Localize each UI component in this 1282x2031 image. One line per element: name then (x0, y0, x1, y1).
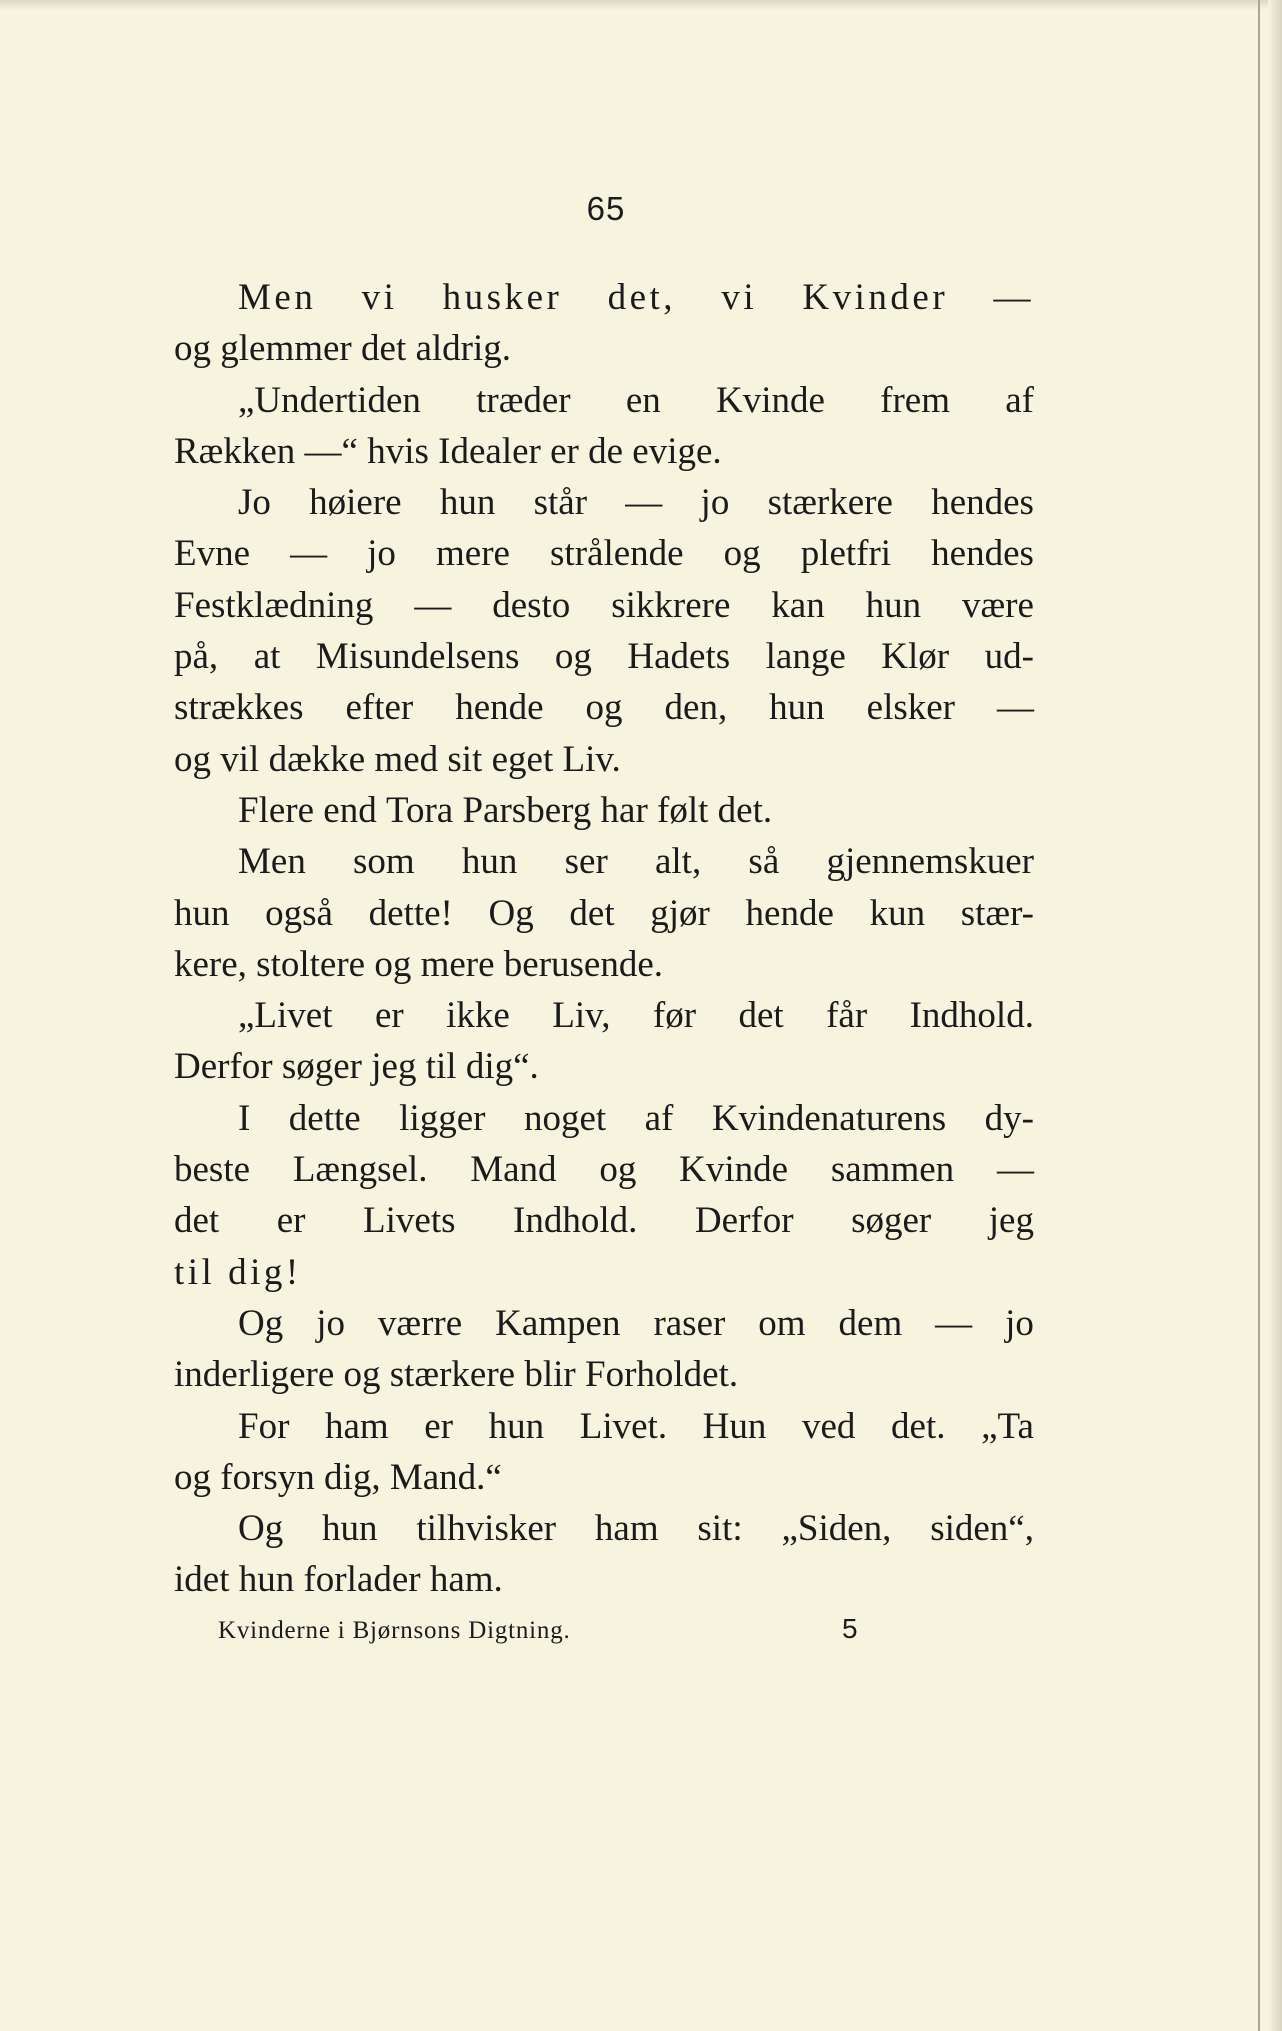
word: værre (377, 1302, 463, 1344)
word: af (1005, 379, 1034, 421)
word: Jo (238, 482, 271, 524)
word: hende (745, 892, 834, 934)
word: Klør (881, 636, 950, 678)
text-line (174, 836, 1034, 887)
word: Rækken (174, 430, 305, 472)
word: Kvinde (716, 379, 825, 421)
word: vi (721, 277, 758, 318)
word: og (174, 738, 221, 780)
footer-book-title: Kvinderne i Bjørnsons Digtning. (218, 1617, 571, 1644)
word: at (253, 636, 281, 678)
word: — (996, 687, 1034, 729)
text-line (174, 426, 1034, 477)
word: og (174, 328, 221, 370)
word: og (585, 687, 623, 729)
word: og (723, 533, 761, 575)
word: søger (281, 1046, 372, 1088)
word: ikke (446, 995, 510, 1037)
word: hun (461, 841, 518, 883)
text-line (174, 1503, 1034, 1554)
word: ham. (429, 1559, 503, 1601)
word: vi (361, 277, 398, 318)
word: de (588, 430, 633, 472)
word: I (238, 1097, 251, 1139)
word: Og (238, 1508, 284, 1550)
word: og (343, 1354, 390, 1396)
word: jo (1005, 1302, 1034, 1344)
word: siden“, (930, 1508, 1034, 1550)
word: Tora (385, 789, 463, 831)
word: forlader (303, 1559, 430, 1601)
word: er (276, 1200, 306, 1242)
text-line (174, 1554, 1034, 1605)
text-line (174, 1041, 1034, 1092)
word: stær- (960, 892, 1034, 934)
word: idet (174, 1559, 239, 1601)
text-line (174, 785, 1034, 836)
word: er (374, 995, 404, 1037)
word: vil (220, 738, 269, 780)
word: berusende. (503, 943, 664, 985)
word: „Ta (981, 1405, 1034, 1447)
word: træder (476, 379, 571, 421)
word: Parsberg (462, 789, 601, 831)
word: Forholdet. (585, 1354, 739, 1396)
word: „Undertiden (238, 379, 421, 421)
word: og (174, 1456, 221, 1498)
word: — (290, 533, 328, 575)
word: dette (288, 1097, 361, 1139)
word: — (414, 584, 452, 626)
word: hun (865, 584, 922, 626)
word: elsker (866, 687, 955, 729)
word: Kampen (495, 1302, 621, 1344)
word: sit (447, 738, 492, 780)
word: jo (700, 482, 730, 524)
word: hun (439, 482, 496, 524)
word: får (826, 995, 868, 1037)
text-line (174, 1247, 1034, 1298)
word: kere, (174, 943, 257, 985)
word: Flere (238, 789, 324, 831)
text-line (174, 1093, 1034, 1144)
word: inderligere (174, 1354, 344, 1396)
word: ligger (399, 1097, 486, 1139)
word: For (238, 1405, 290, 1447)
word: med (374, 738, 448, 780)
word: mere (420, 943, 504, 985)
word: aldrig. (415, 328, 512, 370)
word: stoltere (256, 943, 375, 985)
text-line (174, 631, 1034, 682)
word: Og (238, 1302, 284, 1344)
word: eget (491, 738, 563, 780)
word: på, (174, 636, 219, 678)
word: som (353, 841, 415, 883)
word: er (550, 430, 589, 472)
word: hvis (367, 430, 439, 472)
word: det, (607, 277, 677, 318)
word: en (625, 379, 661, 421)
text-line (174, 1349, 1034, 1400)
word: Mand.“ (389, 1456, 502, 1498)
word: ham (325, 1405, 389, 1447)
page-right-edge (1268, 0, 1282, 2031)
word: Festklædning (174, 584, 374, 626)
word: forsyn (220, 1456, 325, 1498)
word: og (554, 636, 592, 678)
word: evige. (632, 430, 722, 472)
word: til (174, 1251, 229, 1293)
word: Indhold. (909, 995, 1034, 1037)
body-text (174, 272, 1034, 1606)
word: stærkere (767, 482, 893, 524)
word: før (652, 995, 697, 1037)
word: frem (880, 379, 951, 421)
word: hun (238, 1559, 304, 1601)
word: dig! (228, 1251, 302, 1293)
word: er (424, 1405, 454, 1447)
word: — (935, 1302, 973, 1344)
word: det (174, 1200, 220, 1242)
word: „Livet (238, 995, 333, 1037)
word: hun (322, 1508, 378, 1550)
page-top-edge (0, 0, 1282, 10)
text-line (174, 323, 1034, 374)
word: dække (268, 738, 375, 780)
word: hun (488, 1405, 545, 1447)
text-line (174, 477, 1034, 528)
word: hendes (931, 533, 1034, 575)
word: husker (442, 277, 563, 318)
word: Idealer (438, 430, 551, 472)
word: —“ (304, 430, 368, 472)
word: Længsel. (292, 1149, 428, 1191)
word: kan (771, 584, 825, 626)
word: det. (891, 1405, 946, 1447)
word: dy- (984, 1097, 1034, 1139)
word: dem (838, 1302, 903, 1344)
word: ham (594, 1508, 659, 1550)
word: jo (316, 1302, 345, 1344)
word: Mand (470, 1149, 557, 1191)
word: ved (802, 1405, 856, 1447)
word: gjennemskuer (826, 841, 1034, 883)
word: beste (174, 1149, 251, 1191)
word: den, (664, 687, 728, 729)
word: og (374, 943, 421, 985)
word: blir (524, 1354, 585, 1396)
word: Indhold. (513, 1200, 638, 1242)
text-line (174, 888, 1034, 939)
word: Men (238, 277, 317, 318)
word: dig“. (465, 1046, 539, 1088)
word: jeg (988, 1200, 1034, 1242)
word: søger (851, 1200, 932, 1242)
word: hun (769, 687, 825, 729)
word: Livets (363, 1200, 456, 1242)
word: ud- (984, 636, 1034, 678)
word: sammen (830, 1149, 955, 1191)
word: hende (455, 687, 544, 729)
word: Derfor (694, 1200, 794, 1242)
word: Kvinder (802, 277, 949, 318)
word: hun (174, 892, 230, 934)
word: står (533, 482, 588, 524)
word: — (996, 1149, 1034, 1191)
word: Liv, (552, 995, 611, 1037)
word: — (993, 277, 1034, 318)
word: lange (765, 636, 846, 678)
word: desto (492, 584, 571, 626)
word: følt (657, 789, 718, 831)
word: stærkere (389, 1354, 525, 1396)
word: jo (367, 533, 396, 575)
word: ser (564, 841, 608, 883)
word: så (748, 841, 780, 883)
word: Derfor (174, 1046, 282, 1088)
page-right-fold-line (1258, 0, 1260, 2031)
word: har (600, 789, 658, 831)
word: også (265, 892, 333, 934)
word: pletfri (800, 533, 892, 575)
word: glemmer (220, 328, 362, 370)
word: strækkes (174, 687, 304, 729)
word: alt, (654, 841, 702, 883)
word: — (625, 482, 663, 524)
word: være (961, 584, 1034, 626)
word: dette! (368, 892, 453, 934)
text-line (174, 734, 1034, 785)
word: dig, (324, 1456, 390, 1498)
word: høiere (309, 482, 402, 524)
word: efter (345, 687, 414, 729)
word: jeg (371, 1046, 426, 1088)
word: om (758, 1302, 806, 1344)
text-line (174, 682, 1034, 733)
word: Kvindenaturens (711, 1097, 947, 1139)
text-line (174, 939, 1034, 990)
word: det (738, 995, 784, 1037)
word: Og (488, 892, 534, 934)
word: hendes (931, 482, 1034, 524)
text-line (174, 990, 1034, 1041)
word: det (569, 892, 615, 934)
word: Hun (702, 1405, 767, 1447)
text-line (174, 580, 1034, 631)
word: af (644, 1097, 674, 1139)
word: Kvinde (679, 1149, 789, 1191)
word: mere (436, 533, 510, 575)
word: noget (523, 1097, 607, 1139)
page-number: 65 (586, 190, 626, 227)
word: raser (653, 1302, 726, 1344)
word: Livet. (579, 1405, 668, 1447)
word: til (425, 1046, 466, 1088)
word: Evne (174, 533, 251, 575)
text-line (174, 1401, 1034, 1452)
text-line (174, 1452, 1034, 1503)
text-line (174, 1298, 1034, 1349)
word: Men (238, 841, 306, 883)
text-line (174, 528, 1034, 579)
word: sikkrere (611, 584, 731, 626)
word: og (599, 1149, 637, 1191)
word: kun (869, 892, 926, 934)
word: Misundelsens (315, 636, 520, 678)
word: Liv. (562, 738, 621, 780)
text-line (174, 375, 1034, 426)
signature-mark: 5 (842, 1613, 859, 1644)
word: end (323, 789, 386, 831)
word: tilhvisker (416, 1508, 557, 1550)
word: sit: (697, 1508, 743, 1550)
word: det. (717, 789, 773, 831)
word: „Siden, (781, 1508, 892, 1550)
text-line (174, 1195, 1034, 1246)
word: det (361, 328, 416, 370)
text-line (174, 1144, 1034, 1195)
word: strålende (550, 533, 684, 575)
word: Hadets (627, 636, 731, 678)
word: gjør (650, 892, 710, 934)
text-line (174, 272, 1034, 323)
